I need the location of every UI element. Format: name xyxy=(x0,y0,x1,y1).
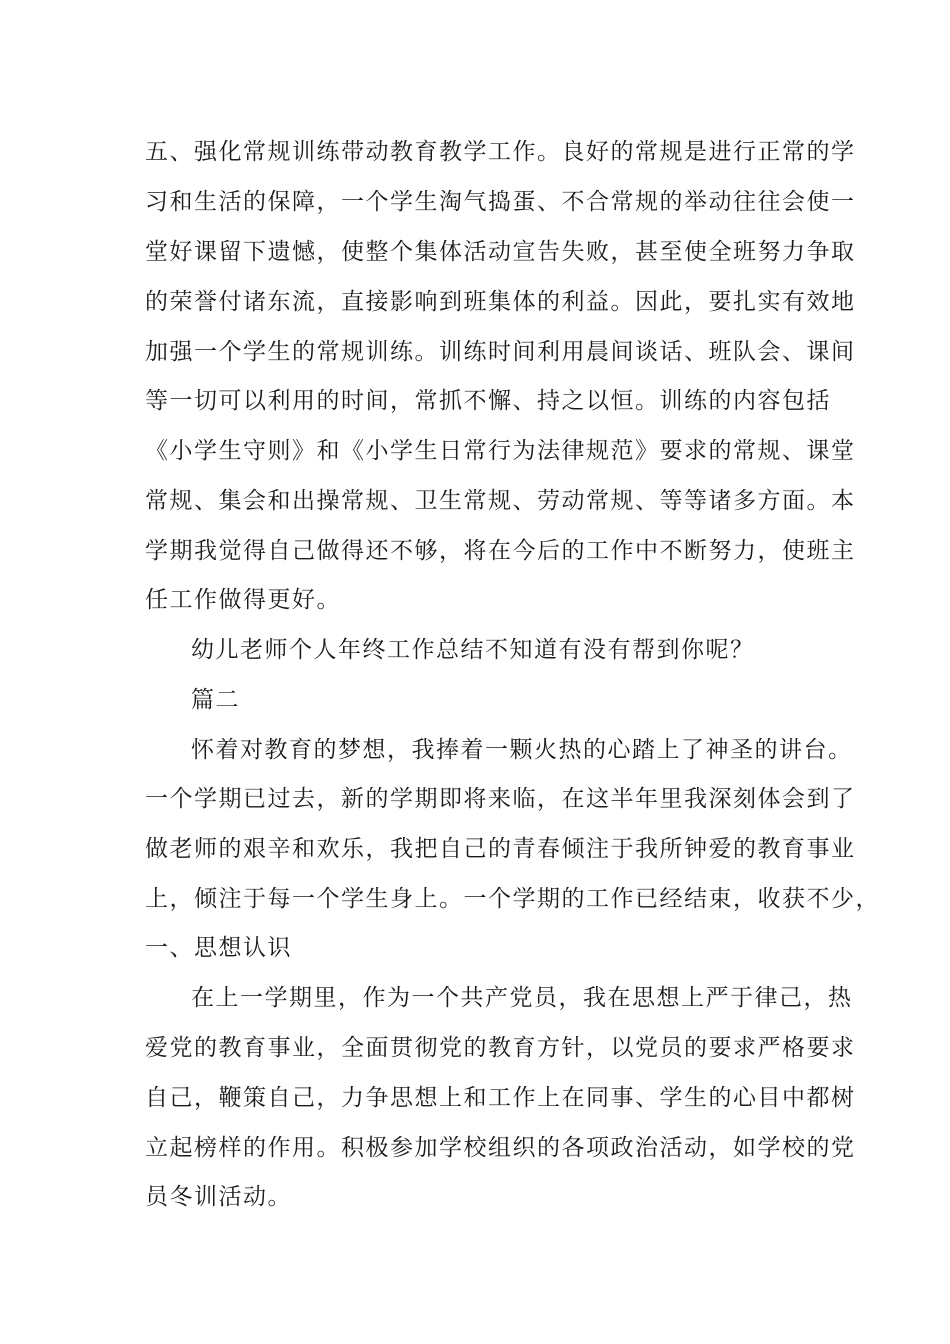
paragraph-line: 幼儿老师个人年终工作总结不知道有没有帮到你呢？ xyxy=(191,637,755,663)
paragraph-line: 常规、集会和出操常规、卫生常规、劳动常规、等等诸多方面。本 xyxy=(145,488,856,514)
paragraph-line: 的荣誉付诸东流，直接影响到班集体的利益。因此，要扎实有效地 xyxy=(145,289,856,315)
paragraph-line: 任工作做得更好。 xyxy=(145,587,341,613)
paragraph-line: 习和生活的保障，一个学生淘气捣蛋、不合常规的举动往往会使一 xyxy=(145,189,856,215)
paragraph-line: 上，倾注于每一个学生身上。一个学期的工作已经结束，收获不少， xyxy=(145,886,880,912)
paragraph-line: 一个学期已过去，新的学期即将来临，在这半年里我深刻体会到了 xyxy=(145,786,856,812)
section-heading: 篇二 xyxy=(191,687,240,713)
paragraph-line: 怀着对教育的梦想，我捧着一颗火热的心踏上了神圣的讲台。 xyxy=(191,737,853,763)
section-heading: 一、思想认识 xyxy=(145,935,292,961)
paragraph-line: 员冬训活动。 xyxy=(145,1184,292,1210)
paragraph-line: 学期我觉得自己做得还不够，将在今后的工作中不断努力，使班主 xyxy=(145,538,856,564)
paragraph-line: 《小学生守则》和《小学生日常行为法律规范》要求的常规、课堂 xyxy=(145,438,856,464)
paragraph-line: 加强一个学生的常规训练。训练时间利用晨间谈话、班队会、课间 xyxy=(145,339,856,365)
paragraph-line: 五、强化常规训练带动教育教学工作。良好的常规是进行正常的学 xyxy=(145,139,856,165)
paragraph-line: 爱党的教育事业，全面贯彻党的教育方针，以党员的要求严格要求 xyxy=(145,1035,856,1061)
paragraph-line: 在上一学期里，作为一个共产党员，我在思想上严于律己，热 xyxy=(191,985,853,1011)
paragraph-line: 堂好课留下遗憾，使整个集体活动宣告失败，甚至使全班努力争取 xyxy=(145,239,856,265)
paragraph-line: 自己，鞭策自己，力争思想上和工作上在同事、学生的心目中都树 xyxy=(145,1085,856,1111)
paragraph-line: 等一切可以利用的时间，常抓不懈、持之以恒。训练的内容包括 xyxy=(145,388,831,414)
paragraph-line: 立起榜样的作用。积极参加学校组织的各项政治活动，如学校的党 xyxy=(145,1135,856,1161)
paragraph-line: 做老师的艰辛和欢乐，我把自己的青春倾注于我所钟爱的教育事业 xyxy=(145,836,856,862)
